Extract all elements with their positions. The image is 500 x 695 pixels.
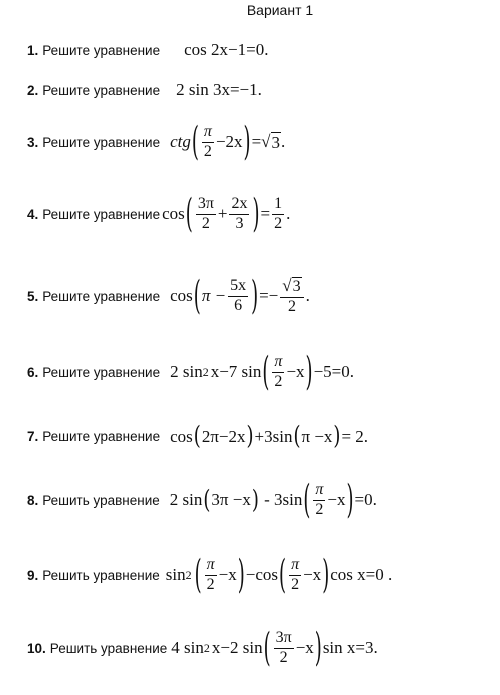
denominator: 3	[235, 214, 244, 232]
task-label: Решите уравнение	[42, 42, 161, 58]
equals-sign: =	[260, 204, 271, 224]
task-label: Решить уравнение	[49, 640, 168, 656]
task-label: Решите уравнение	[42, 288, 161, 304]
pi-symbol: π	[291, 556, 300, 573]
paren-close: )	[251, 485, 259, 515]
term: = 2.	[341, 426, 369, 446]
task-6	[27, 349, 354, 396]
paren-close: )	[333, 421, 341, 452]
exponent: 2	[185, 567, 192, 582]
numerator: 2x	[229, 196, 249, 215]
numerator: 1	[272, 196, 284, 215]
radicand: 3	[292, 278, 301, 295]
equation	[162, 191, 291, 238]
task-number: 9.	[27, 567, 39, 583]
task-9	[27, 552, 393, 599]
denominator: 2	[274, 372, 283, 390]
term: cos x=0 .	[330, 565, 393, 585]
fraction	[272, 354, 284, 391]
equals-sign: =−	[259, 286, 279, 306]
fraction	[289, 557, 301, 594]
task-2	[27, 80, 262, 100]
task-1	[27, 40, 268, 60]
term: π −x	[301, 426, 333, 446]
equation	[171, 625, 378, 672]
paren-open: (	[303, 477, 311, 524]
sqrt-sign: √	[261, 132, 271, 152]
pi-symbol: π	[206, 556, 215, 573]
denominator: 2	[203, 142, 212, 160]
task-number: 4.	[27, 206, 39, 222]
paren-open: (	[191, 119, 199, 166]
paren-close: )	[322, 552, 330, 599]
task-label: Решите уравнение	[42, 206, 161, 222]
variant-title: Вариант 1	[246, 2, 314, 18]
fraction	[272, 196, 284, 233]
fraction	[205, 557, 217, 594]
term: x−7 sin	[210, 362, 262, 382]
term: 2 sin	[170, 362, 203, 382]
fraction	[280, 277, 303, 316]
term: sin x=3.	[322, 638, 378, 658]
task-label: Решить уравнение	[42, 567, 160, 583]
task-label: Решите уравнение	[42, 82, 161, 98]
numerator: 5x	[228, 278, 248, 297]
exponent: 2	[202, 364, 209, 379]
paren-open: (	[193, 421, 201, 452]
term: +3sin	[254, 426, 293, 446]
equation	[170, 421, 369, 452]
equals-sign: =	[251, 132, 262, 152]
paren-open: (	[185, 191, 193, 238]
sqrt-sign: √	[282, 276, 292, 295]
denominator: 6	[234, 296, 243, 314]
task-label: Решите уравнение	[42, 134, 161, 150]
paren-close: )	[346, 477, 354, 524]
term: 2 sin	[169, 490, 203, 510]
task-number: 10.	[27, 640, 46, 656]
exponent: 2	[203, 640, 210, 655]
paren-open: (	[262, 349, 270, 396]
pi-symbol: π	[274, 353, 283, 370]
denominator: 2	[315, 500, 324, 518]
term: −x	[295, 638, 314, 658]
task-label: Решите уравнение	[42, 429, 161, 444]
task-7	[27, 421, 369, 452]
denominator: 2	[287, 297, 296, 315]
paren-close: )	[305, 349, 313, 396]
period: .	[281, 132, 286, 152]
paren-close: )	[246, 421, 254, 452]
equation	[169, 477, 377, 524]
term: −x	[218, 565, 237, 585]
sin-func: sin	[165, 565, 186, 585]
task-4	[27, 191, 291, 238]
pi-symbol: π	[315, 481, 324, 498]
equation: 2 sin 3x=−1.	[176, 80, 262, 99]
denominator: 2	[274, 214, 283, 232]
numerator: 3π	[274, 630, 294, 649]
denominator: 2	[201, 214, 210, 232]
paren-open: (	[203, 485, 211, 515]
paren-open: (	[263, 625, 271, 672]
term: x−2 sin	[211, 638, 263, 658]
task-8	[27, 477, 377, 524]
cos-func: cos	[162, 204, 185, 224]
paren-close: )	[243, 119, 251, 166]
paren-open: (	[293, 421, 301, 452]
task-label: Решить уравнение	[42, 492, 160, 508]
radicand: 3	[271, 132, 280, 152]
task-number: 3.	[27, 134, 39, 150]
task-number: 7.	[27, 429, 39, 444]
denominator: 2	[279, 648, 288, 666]
pi-symbol: π	[203, 123, 212, 140]
equation	[170, 119, 286, 166]
term: −x	[286, 362, 305, 382]
task-3	[27, 119, 286, 166]
term: π −	[201, 286, 227, 306]
numerator: 3π	[196, 196, 216, 215]
term: 2π−2x	[201, 426, 246, 446]
denominator: 2	[291, 575, 300, 593]
period: .	[305, 286, 310, 306]
paren-open: (	[279, 552, 287, 599]
cos-func: cos	[170, 426, 193, 446]
fraction	[196, 196, 216, 233]
task-number: 2.	[27, 82, 39, 98]
equation: cos 2x−1=0.	[184, 40, 269, 59]
paren-close: )	[251, 273, 259, 320]
equation	[165, 552, 393, 599]
equation	[170, 349, 354, 396]
fraction	[202, 124, 214, 161]
fraction	[274, 630, 294, 667]
term: - 3sin	[259, 490, 303, 510]
paren-open: (	[194, 552, 202, 599]
term: −2x	[215, 132, 243, 152]
term: −x	[303, 565, 322, 585]
period: .	[286, 204, 291, 224]
task-number: 1.	[27, 42, 39, 58]
task-number: 8.	[27, 492, 39, 508]
task-5	[27, 273, 310, 320]
term: 3π −x	[211, 490, 251, 510]
ctg-func: ctg	[170, 132, 191, 152]
task-10	[27, 625, 378, 672]
term: −5=0.	[313, 362, 354, 382]
plus-sign: +	[217, 204, 228, 224]
term: −x	[327, 490, 346, 510]
task-number: 6.	[27, 364, 39, 380]
paren-close: )	[252, 191, 260, 238]
fraction	[313, 482, 325, 519]
term: 4 sin	[171, 638, 204, 658]
task-label: Решите уравнение	[42, 364, 161, 380]
term: −cos	[245, 565, 279, 585]
fraction	[229, 196, 249, 233]
paren-open: (	[193, 273, 201, 320]
paren-close: )	[237, 552, 245, 599]
cos-func: cos	[170, 286, 193, 306]
task-number: 5.	[27, 288, 39, 304]
denominator: 2	[206, 575, 215, 593]
term: =0.	[354, 490, 377, 510]
paren-close: )	[314, 625, 322, 672]
fraction	[228, 278, 248, 315]
equation	[170, 273, 310, 320]
